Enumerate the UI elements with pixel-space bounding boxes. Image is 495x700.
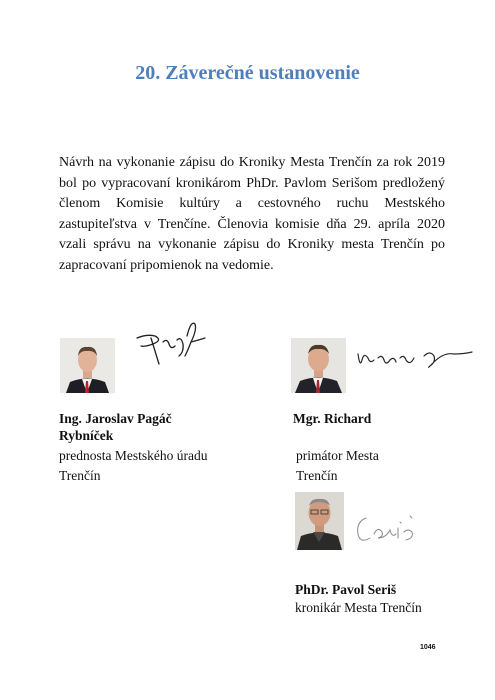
signatory-role-city: Trenčín <box>59 468 101 483</box>
signatory-role: prednosta Mestského úradu <box>59 448 208 463</box>
portrait-photo-seris <box>295 492 344 550</box>
signature-seris <box>350 508 422 552</box>
signatory-name-cont: Rybníček <box>59 428 114 443</box>
signatory-name: Mgr. Richard <box>293 411 372 426</box>
signatory-role: kronikár Mesta Trenčín <box>295 600 422 615</box>
page-number: 1046 <box>420 644 436 651</box>
signatory-role-city: Trenčín <box>296 468 338 483</box>
signature-rybnicek <box>354 340 476 380</box>
closing-paragraph: Návrh na vykonanie zápisu do Kroniky Mesta Trenčín za rok 2019 bol po vypracovaní kronikárom PhDr. Pavlom Serišom predložený členom Komisie kultúry a cestovného ruchu Mestského zastupiteľstva v Trenčíne. Členovia komisie dňa 29. apríla 2020 vzali správu na vykonanie zápisu do Kroniky mesta Trenčín po zapracovaní pripomienok na vedomie. <box>59 155 445 273</box>
portrait-photo-rybnicek <box>291 338 346 393</box>
page-title: 20. Záverečné ustanovenie <box>135 62 360 84</box>
signatory-name: Ing. Jaroslav Pagáč <box>59 411 172 426</box>
signatory-name: PhDr. Pavol Seriš <box>295 582 397 597</box>
signatory-role: primátor Mesta <box>296 448 379 463</box>
signature-pagac <box>133 316 213 374</box>
portrait-photo-pagac <box>60 338 115 393</box>
